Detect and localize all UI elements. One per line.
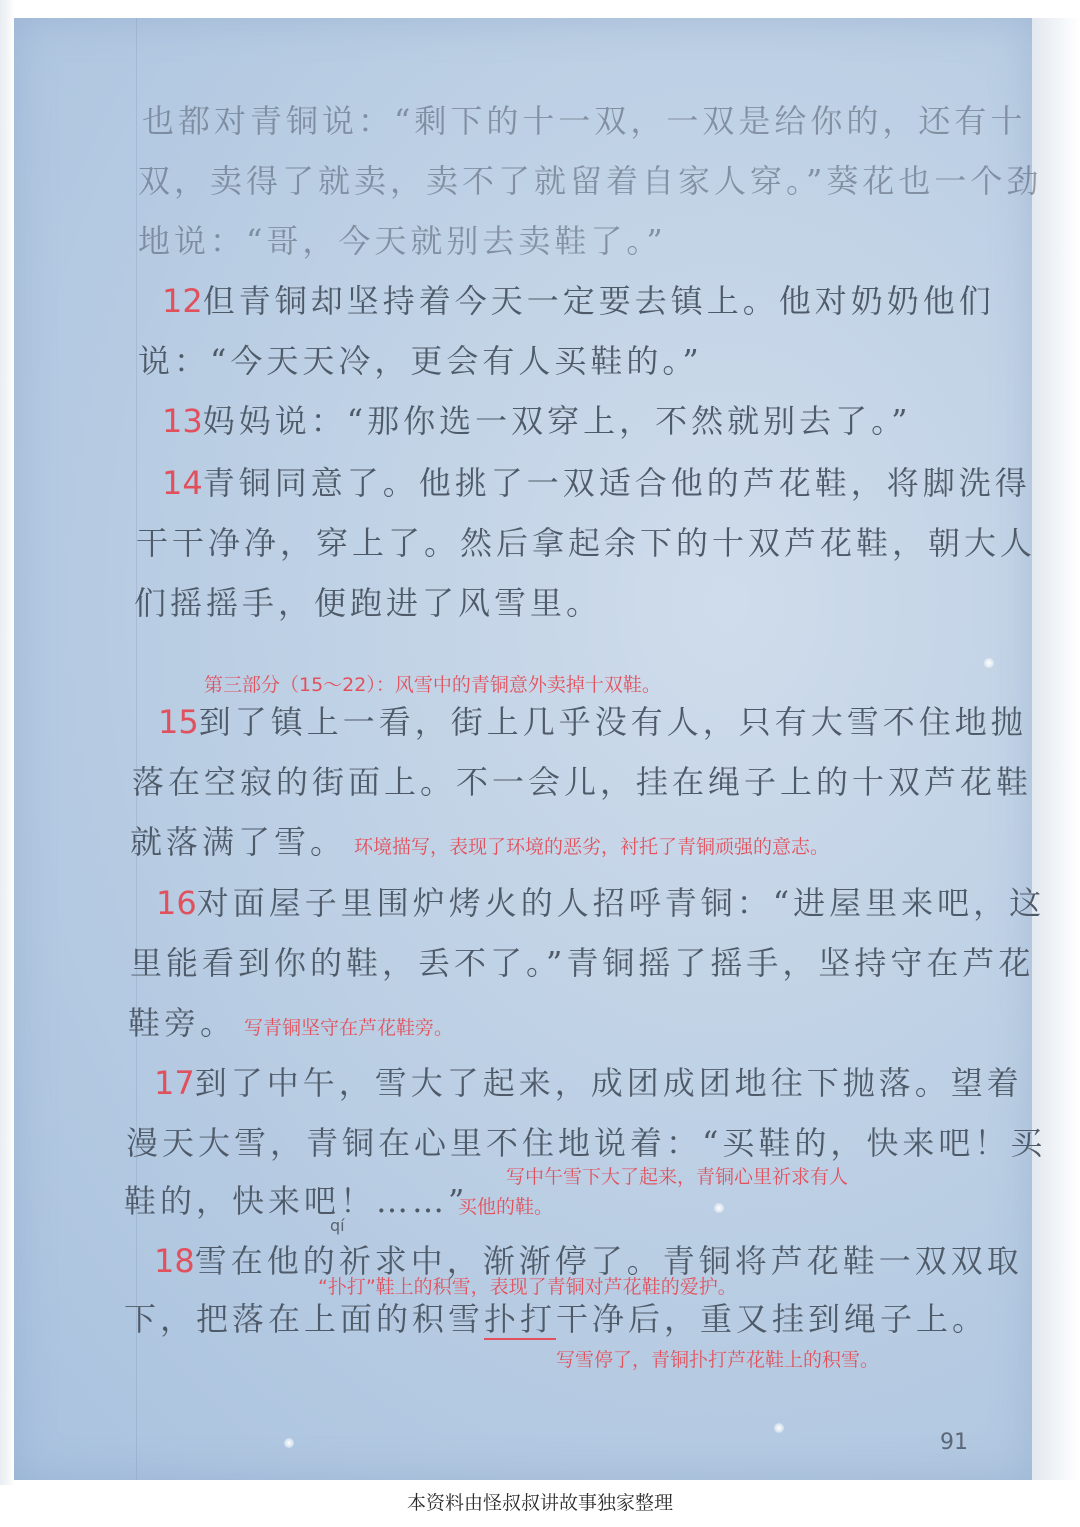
paragraph-18-line: 18雪在他的祈求中，渐渐停了。青铜将芦花鞋一双双取 bbox=[154, 1242, 1023, 1280]
text-line: 双，卖得了就卖，卖不了就留着自家人穿。”葵花也一个劲 bbox=[138, 162, 1043, 200]
snow-speck bbox=[774, 1423, 784, 1433]
pinyin-annotation: qí bbox=[330, 1216, 345, 1235]
paragraph-number: 14 bbox=[162, 464, 203, 502]
paragraph-17-line: 17到了中午，雪大了起来，成团成团地往下抛落。望着 bbox=[154, 1064, 1023, 1102]
text-line: 也都对青铜说：“剩下的十一双，一双是给你的，还有十 bbox=[142, 102, 1027, 140]
paragraph-13-line: 13妈妈说：“那你选一双穿上，不然就别去了。” bbox=[162, 402, 912, 440]
paragraph-number: 12 bbox=[162, 282, 203, 320]
snow-speck bbox=[714, 1203, 724, 1213]
text-line: 干干净净，穿上了。然后拿起余下的十双芦花鞋，朝大人 bbox=[136, 524, 1037, 562]
annotation: 买他的鞋。 bbox=[458, 1196, 554, 1218]
paragraph-12-line: 12但青铜却坚持着今天一定要去镇上。他对奶奶他们 bbox=[162, 282, 995, 320]
text-line: 们摇摇手，便跑进了风雪里。 bbox=[134, 584, 603, 622]
paragraph-number: 15 bbox=[158, 703, 199, 741]
snow-speck bbox=[984, 658, 994, 668]
paragraph-15-line: 15到了镇上一看，街上几乎没有人，只有大雪不住地抛 bbox=[158, 703, 1027, 741]
annotation: 写青铜坚守在芦花鞋旁。 bbox=[244, 1017, 454, 1039]
text-line: 地说：“哥，今天就别去卖鞋了。” bbox=[138, 222, 667, 260]
paragraph-number: 18 bbox=[154, 1242, 195, 1280]
paragraph-number: 16 bbox=[156, 884, 197, 922]
paragraph-18-line-2: 下，把落在上面的积雪扑打干净后，重又挂到绳子上。 bbox=[124, 1300, 989, 1338]
paragraph-number: 17 bbox=[154, 1064, 195, 1102]
text-line: 鞋的，快来吧！……” bbox=[124, 1182, 469, 1220]
margin-line bbox=[136, 18, 137, 1480]
paragraph-15-end: 就落满了雪。 环境描写，表现了环境的恶劣，衬托了青铜顽强的意志。 bbox=[130, 823, 830, 861]
section-annotation: 第三部分（15～22）：风雪中的青铜意外卖掉十双鞋。 bbox=[204, 674, 661, 696]
text-line: 说：“今天天冷，更会有人买鞋的。” bbox=[138, 342, 703, 380]
footer-credit: 本资料由怪叔叔讲故事独家整理 bbox=[406, 1492, 673, 1514]
page-number: 91 bbox=[940, 1430, 968, 1455]
text-line: 漫天大雪，青铜在心里不住地说着：“买鞋的，快来吧！买 bbox=[126, 1124, 1047, 1162]
annotation: 写中午雪下大了起来，青铜心里祈求有人 bbox=[506, 1166, 849, 1188]
annotation: “扑打”鞋上的积雪，表现了青铜对芦花鞋的爱护。 bbox=[318, 1276, 737, 1298]
paragraph-16-end: 鞋旁。 写青铜坚守在芦花鞋旁。 bbox=[128, 1004, 454, 1042]
scan-left-strip bbox=[0, 0, 14, 1485]
annotation: 环境描写，表现了环境的恶劣，衬托了青铜顽强的意志。 bbox=[354, 836, 830, 858]
paragraph-14-line: 14青铜同意了。他挑了一双适合他的芦花鞋，将脚洗得 bbox=[162, 464, 1031, 502]
text-line: 落在空寂的街面上。不一会儿，挂在绳子上的十双芦花鞋 bbox=[132, 763, 1033, 801]
annotation: 写雪停了，青铜扑打芦花鞋上的积雪。 bbox=[556, 1349, 880, 1371]
paragraph-16-line: 16对面屋子里围炉烤火的人招呼青铜：“进屋里来吧，这 bbox=[156, 884, 1046, 922]
text-line: 里能看到你的鞋，丢不了。”青铜摇了摇手，坚持守在芦花 bbox=[130, 944, 1035, 982]
paragraph-number: 13 bbox=[162, 402, 203, 440]
snow-speck bbox=[284, 1438, 294, 1448]
page-edge bbox=[1032, 18, 1080, 1480]
underlined-word: 扑打 bbox=[484, 1300, 557, 1338]
